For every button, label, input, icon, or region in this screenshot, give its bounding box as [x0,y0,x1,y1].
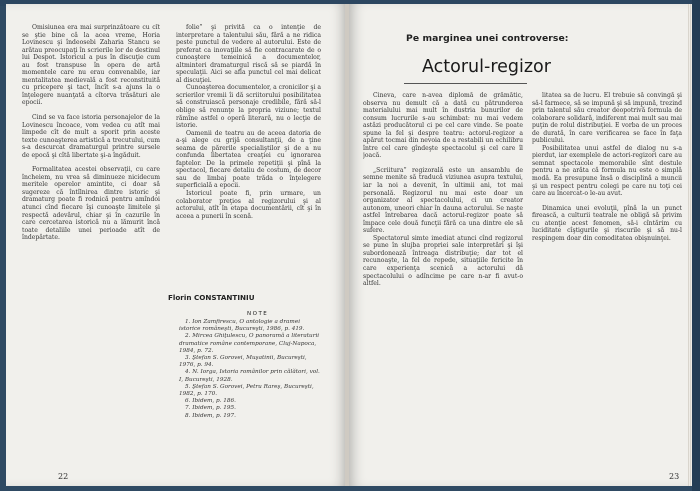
left-page [6,4,347,486]
paragraph: Oamenii de teatru au de aceea datoria de a-şi alege cu grijă consultanţii, de a ţine seama de părerile specialiştilor şi de a nu confunda libertatea creaţiei cu ignorarea faptelor. De la primele repetiţii şi pînă la spectacol, fiecare detaliu de costum, de decor sau de limbaj poate trăda o înţelegere superficială a epocii. [176,129,321,190]
paragraph: Cunoaşterea documentelor, a cronicilor şi a scrierilor vremii îi dă scriitorului posibilitatea să construiască personaje credibile, fără să-l oblige să renunţe la propria viziune; textul rămîne astfel o operă literară, nu o lecţie de istorie. [176,84,321,130]
note-item: 2. Mircea Ghiţulescu, O panoramă a literaturii dramatice române contemporane, Cluj-Napoca, 1984, p. 72. [179,333,320,354]
note-item: 5. Ştefan S. Gorovei, Petru Rareş, Bucureşti, 1982, p. 170. [179,383,314,398]
article-title: Actorul-regizor [422,57,551,77]
right-column-2 [532,92,682,462]
article-author: Florin CONSTANTINIU [168,293,255,302]
paragraph: Dinamica unei evoluţii, pînă la un punct firească, a culturii teatrale ne obligă să privim cu atenţie acest fenomen, să-i cîntărim cu luciditate cîştigurile şi riscurile şi să nu-l respingem doar din comoditatea obişnuinţei. [532,204,682,242]
left-column-2 [176,24,321,286]
left-column-1 [22,24,160,454]
note-item: 8. Ibidem, p. 197. [185,412,236,419]
paragraph: litatea sa de lucru. El trebuie să convingă şi să-l farmece, să se impună şi să impună, trezind prin talentul său creator deopotrivă formula de colaborare solidară, indiferent mai mult sau mai puţin de rolul distribuţiei. E vorba de un proces de durată, în care verificarea se face în faţa publicului. [532,92,682,145]
paragraph: „Scriitura” regizorală este un ansamblu de semne menite să traducă viziunea asupra textului, iar la noi a devenit, în ultimii ani, tot mai personală. Regizorul nu mai este doar un organizator al spectacolului, ci un creator autonom, uneori chiar în dauna actorului. Se naşte astfel întrebarea dacă actorul-regizor poate să împace cele două funcţii fără ca una dintre ele să sufere. [363,166,523,235]
paragraph: Istoricul poate fi, prin urmare, un colaborator preţios al regizorului şi al actorului, atît în etapa documentării, cît şi în aceea a punerii în scenă. [176,190,321,220]
page-number-left: 22 [58,472,69,481]
paragraph: Cineva, care n-avea diplomă de grămătic, observa nu demult că a dată cu pătrunderea materialului mai mult în dustria bunurilor de consum lucrurile s-au schimbat: nu mai vedem astăzi producătorul ci pe cel care vinde. Se poate spune la fel şi despre teatru: actorul-regizor a apărut tocmai din nevoia de a restabili un echilibru între cel care gîndeşte spectacolul şi cel care îl joacă. [363,92,523,160]
note-item: 3. Ştefan S. Gorovei, Muşatinii, Bucureşti, 1976, p. 94. [179,355,307,369]
open-magazine [6,4,694,486]
note-item: 1. Ion Zamfirescu, O antologie a dramei istorice româneşti, Bucureşti, 1986, p. 419. [179,319,305,333]
note-item: 4. N. Iorga, Istoria românilor prin călători, vol. I, Bucureşti, 1928. [179,369,320,383]
paragraph: folie” şi privită ca o intenţie de interpretare a talentului său, fără a ne ridica peste punctul de vedere al autorului. Este de preferat ca inovaţiile să fie contracarate de o cunoaştere temeinică a documentelor, altminteri dramaturgul riscă să se piardă în speculaţii. Aici se afla punctul cel mai delicat al discuţiei. [176,24,321,84]
paragraph: Spectatorul simte imediat atunci cînd regizorul se pune în slujba propriei sale interpretări şi îşi subordonează întreaga distribuţie; dar tot el recunoaşte, la fel de repede, situaţiile fericite în care experienţa scenică a actorului dă spectacolului o adîncime pe care n-ar fi avut-o altfel. [363,234,523,288]
page-number-right: 23 [669,472,680,481]
paragraph: Formalitatea acestei observaţii, cu care încheiem, nu vrea să diminueze nicidecum meritele operelor amintite, ci doar să sugereze că întîlnirea dintre istoric şi dramaturg poate fi rodnică pentru amîndoi atunci cînd fiecare îşi cunoaşte limitele şi respectă adevărul, chiar şi în cazurile în care cercetarea istorică nu a lămurit încă toate detaliile unei perioade atît de îndepărtate. [22,166,160,242]
right-column-1 [363,92,523,462]
article-kicker: Pe marginea unei controverse: [406,33,569,44]
title-rule [404,83,527,84]
right-page [349,4,694,486]
paragraph: Cind se va face istoria personajelor de la Lovinescu încoace, vom vedea cu atît mai limpede cît de mult a sporit prin aceste texte cunoaşterea artistică a trecutului, cum s-a descurcat dramaturgul printre sursele de epocă şi cîtă libertate şi-a îngăduit. [22,114,160,159]
paragraph: Posibilitatea unui astfel de dialog nu s-a pierdut, iar exemplele de actori-regizori care au semnat spectacole memorabile sînt destule pentru a ne arăta că formula nu este o simplă modă. Ea presupune însă o disciplină a muncii şi un respect pentru colegi pe care nu toţi cei care au încercat-o le-au avut. [532,144,682,198]
note-item: 6. Ibidem, p. 186. [185,398,236,405]
note-item: 7. Ibidem, p. 195. [185,405,236,412]
paragraph: Omisiunea era mai surprinzătoare cu cît se ştie bine că la acea vreme, Horia Lovinescu şi îndeosebi Zaharia Stancu se arătau preocupaţi în scrierile lor de destinul lui Despot. Istoricul a pus în discuţie cum au fost transpuse în opera de artă momentele care nu erau convenabile, iar mentalitatea medievală a fost reconstituită cu pricepere şi tact, încît s-a ajuns la o înţelegere nuanţată a cîtorva trăsături ale epocii. [22,24,160,107]
notes-heading: NOTE [247,311,269,317]
book-cover-edge [692,0,700,491]
notes-list [179,319,321,420]
